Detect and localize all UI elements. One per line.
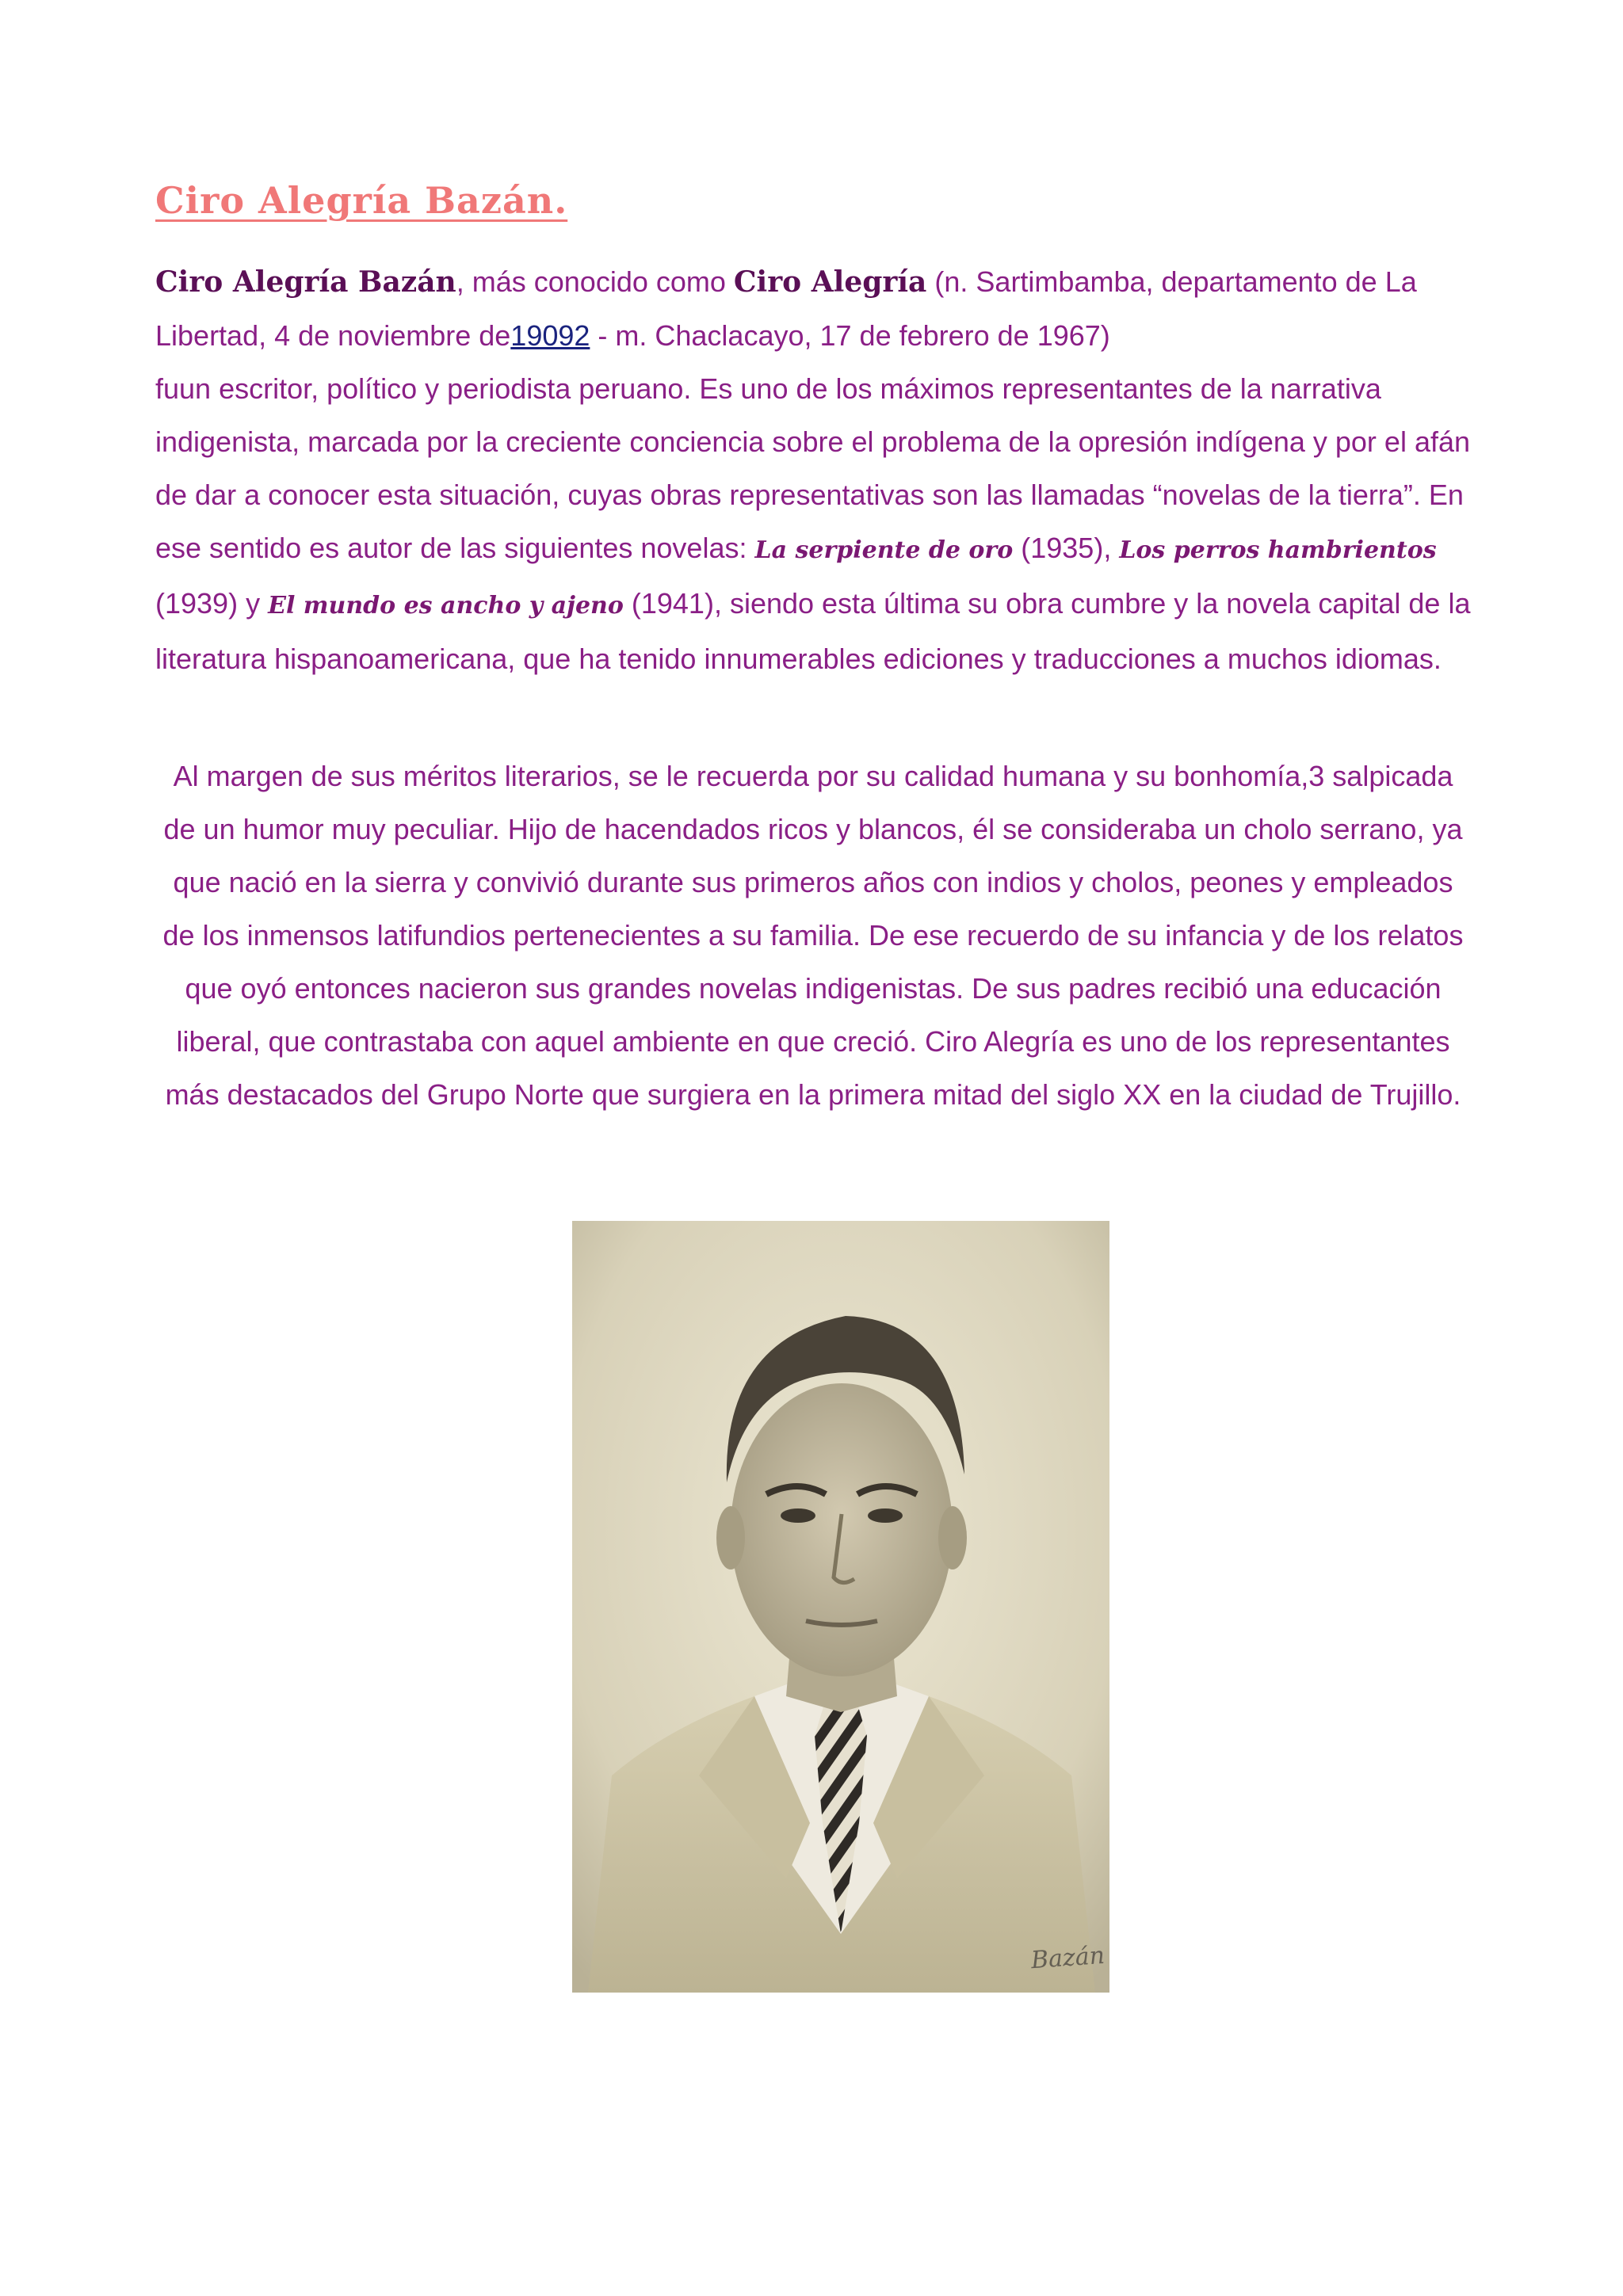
- novel-title-3: El mundo es ancho y ajeno: [268, 592, 624, 620]
- intro-text-3: - m. Chaclacayo, 17 de febrero de 1967): [590, 319, 1110, 352]
- intro-year-1: (1935),: [1013, 532, 1120, 564]
- intro-paragraph: [155, 255, 1487, 685]
- author-full-name: Ciro Alegría Bazán: [155, 265, 456, 299]
- intro-year-2: (1939) y: [155, 587, 269, 620]
- year-link[interactable]: 19092: [510, 319, 590, 352]
- intro-year-3: (1941), siendo esta última su obra cumbre y la novela capital de la literatura hispanoamericana, que ha tenido innumerables ediciones y traducciones a muchos idiomas.: [155, 587, 1471, 675]
- page-title: Ciro Alegría Bazán.: [155, 179, 568, 222]
- intro-text-1: , más conocido como: [456, 265, 734, 298]
- novel-title-1: La serpiente de oro: [754, 536, 1014, 564]
- photo-signature: Bazán: [1029, 1941, 1106, 1975]
- biography-paragraph: Al margen de sus méritos literarios, se le recuerda por su calidad humana y su bonhomía,3 salpicada de un humor muy peculiar. Hijo de hacendados ricos y blancos, él se consideraba un cholo serrano, ya que nació en la sierra y convivió durante sus primeros años con indios y cholos, peones y empleados de los inmensos latifundios pertenecientes a su familia. De ese recuerdo de su infancia y de los relatos que oyó entonces nacieron sus grandes novelas indigenistas. De sus padres recibió una educación liberal, que contrastaba con aquel ambiente en que creció. Ciro Alegría es uno de los representantes más destacados del Grupo Norte que surgiera en la primera mitad del siglo XX en la ciudad de Trujillo.: [162, 760, 1464, 1111]
- novel-title-2: Los perros hambrientos: [1119, 536, 1437, 564]
- intro-text-2: (n. Sartimbamba, departamento de La Libertad, 4 de noviembre de: [155, 265, 1417, 352]
- author-portrait: [572, 1221, 1109, 1993]
- intro-text-4: fuun escritor, político y periodista peruano. Es uno de los máximos representantes de la narrativa indigenista, marcada por la creciente conciencia sobre el problema de la opresión indígena y por el afán de dar a conocer esta situación, cuyas obras representativas son las llamadas “novelas de la tierra”. En ese sentido es autor de las siguientes novelas:: [155, 372, 1471, 564]
- author-short-name: Ciro Alegría: [733, 265, 927, 299]
- portrait-illustration: [572, 1221, 1109, 1993]
